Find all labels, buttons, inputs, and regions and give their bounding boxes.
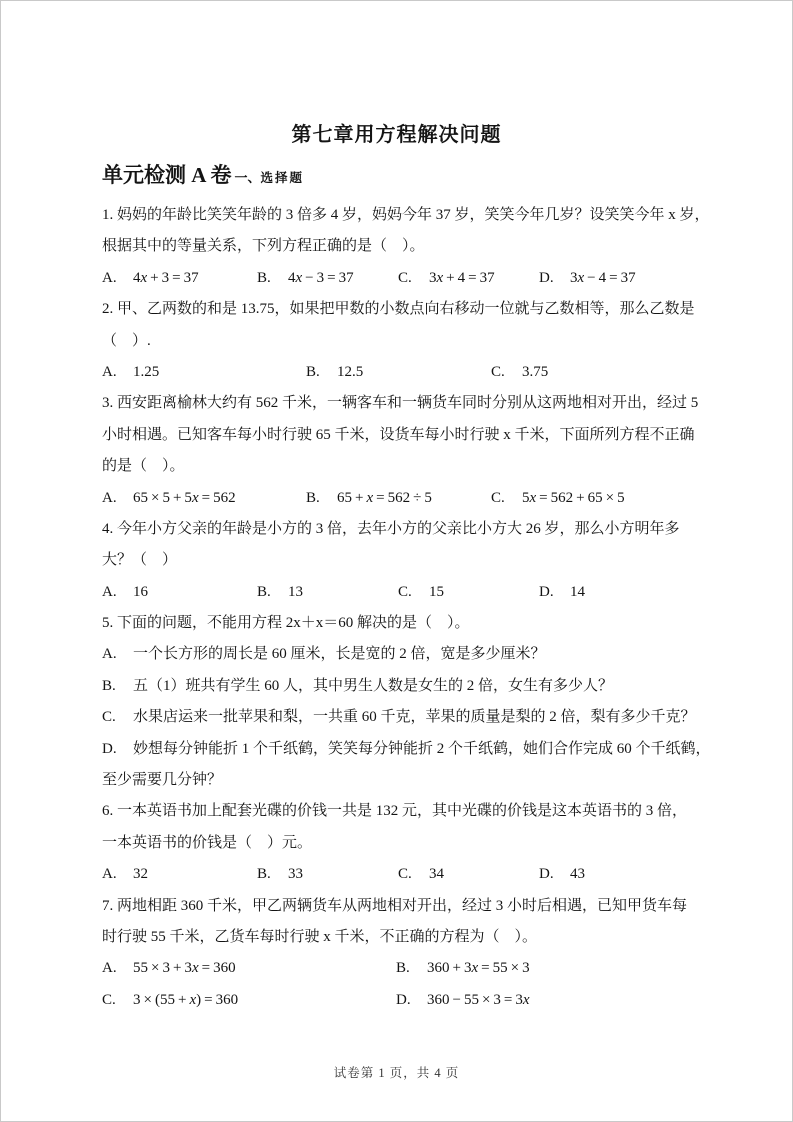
question-text-line: 4. 今年小方父亲的年龄是小方的 3 倍，去年小方的父亲比小方大 26 岁，那么小方明年多 [102,520,680,537]
options-row [102,953,702,984]
option-label: C. [398,866,412,883]
question-text-line: 一本英语书的价钱是（ ）元。 [102,834,313,851]
option-b [257,859,303,890]
question-2 [102,294,702,388]
option-label: B. [396,960,410,977]
option-text: 3x + 4 = 37 [429,269,495,286]
option-text: 3.75 [522,363,549,380]
subsection-number: 一、 [234,170,261,185]
option-c [102,702,702,733]
option-label: D. [539,269,554,286]
options-row [102,985,702,1016]
option-label: B. [257,583,271,600]
option-c [102,985,238,1016]
option-b [306,357,363,388]
question-7 [102,891,702,1017]
option-c [491,483,625,514]
option-a [102,357,159,388]
options-row [102,859,702,890]
page-footer: 试卷第 1 页，共 4 页 [333,1066,460,1080]
option-a [102,577,148,608]
option-label: A. [102,866,117,883]
options-row [102,577,702,608]
option-label: C. [102,709,116,726]
option-label: B. [102,677,116,694]
option-text: 4x − 3 = 37 [288,269,354,286]
option-text: 43 [570,866,585,883]
option-label: D. [539,583,554,600]
option-text: 13 [288,583,303,600]
question-6 [102,796,702,890]
question-text-line: 5. 下面的问题，不能用方程 2x＋x＝60 解决的是（ ）。 [102,615,470,632]
option-b [306,483,432,514]
section-heading-main: 单元检测 A 卷 [102,163,232,187]
page-title: 第七章用方程解决问题 [291,124,502,146]
option-text: 65 × 5 + 5x = 562 [133,489,236,506]
option-c [398,577,444,608]
option-label: C. [491,489,505,506]
option-text: 14 [570,583,585,600]
option-a [102,263,199,294]
option-text: 55 × 3 + 3x = 360 [133,960,236,977]
option-c [398,859,444,890]
question-text-line: （ ）. [102,332,151,349]
option-c [398,263,495,294]
option-label: B. [257,866,271,883]
option-text: 360 − 55 × 3 = 3x [427,991,530,1008]
option-label: D. [396,991,411,1008]
option-d [396,985,530,1016]
option-text: 5x = 562 + 65 × 5 [522,489,625,506]
option-text: 34 [429,866,444,883]
option-a [102,483,236,514]
questions-area [102,200,711,1016]
option-text: 水果店运来一批苹果和梨，一共重 60 千克，苹果的质量是梨的 2 倍，梨有多少千克？ [133,709,696,726]
option-label: A. [102,583,117,600]
question-text-line: 3. 西安距离榆林大约有 562 千米，一辆客车和一辆货车同时分别从这两地相对开出，经过 5 [102,395,699,412]
question-4 [102,514,702,608]
option-label: A. [102,269,117,286]
option-text: 32 [133,866,148,883]
option-c [491,357,548,388]
question-text-line: 1. 妈妈的年龄比笑笑年龄的 3 倍多 4 岁，妈妈今年 37 岁，笑笑今年几岁？设笑笑今年 x 岁， [102,207,710,223]
option-label: B. [306,489,320,506]
option-text: 1.25 [133,363,160,380]
question-text-line: 的是（ ）。 [102,458,185,475]
option-b [257,263,354,294]
options-row [102,357,702,388]
option-text: 33 [288,866,303,883]
option-a [102,639,702,670]
option-text: 65 + x = 562 ÷ 5 [337,489,432,506]
option-b [102,671,702,702]
option-a [102,953,236,984]
option-b [257,577,303,608]
option-text: 360 + 3x = 55 × 3 [427,960,530,977]
option-d [539,263,636,294]
option-label: C. [491,363,505,380]
question-text-line: 根据其中的等量关系，下列方程正确的是（ ）。 [102,238,425,255]
option-text: 3x − 4 = 37 [570,269,636,286]
option-a [102,859,148,890]
option-text: 妙想每分钟能折 1 个千纸鹤，笑笑每分钟能折 2 个千纸鹤，她们合作完成 60 个千纸鹤， [133,740,711,757]
options-row [102,263,702,294]
option-text: 16 [133,583,148,600]
option-b [396,953,530,984]
option-label: A. [102,363,117,380]
option-label: B. [306,363,320,380]
option-text: 一个长方形的周长是 60 厘米，长是宽的 2 倍，宽是多少厘米？ [133,646,546,663]
option-text: 4x + 3 = 37 [133,269,199,286]
option-text: 3 × (55 + x) = 360 [133,991,239,1008]
question-text-line: 2. 甲、乙两数的和是 13.75，如果把甲数的小数点向右移动一位就与乙数相等，那么乙数是 [102,301,695,318]
option-text: 12.5 [337,363,364,380]
question-3 [102,388,702,514]
section-heading [102,159,304,189]
option-label: C. [398,269,412,286]
question-text-line: 大？（ ） [102,552,178,569]
option-label: C. [398,583,412,600]
option-d-continued: 至少需要几分钟？ [102,772,223,789]
subsection-label: 选择题 [260,171,305,185]
option-d [539,859,585,890]
option-label: A. [102,646,117,663]
question-text-line: 7. 两地相距 360 千米，甲乙两辆货车从两地相对开出，经过 3 小时后相遇，已知甲货车每 [102,897,688,914]
question-5 [102,608,711,796]
option-label: C. [102,991,116,1008]
option-text: 15 [429,583,444,600]
option-label: A. [102,489,117,506]
option-d [102,734,711,765]
option-label: B. [257,269,271,286]
question-1 [102,200,710,294]
question-text-line: 时行驶 55 千米，乙货车每时行驶 x 千米，不正确的方程为（ ）。 [102,928,538,945]
option-text: 五（1）班共有学生 60 人，其中男生人数是女生的 2 倍，女生有多少人？ [133,677,614,694]
option-label: D. [539,866,554,883]
question-text-line: 6. 一本英语书加上配套光碟的价钱一共是 132 元，其中光碟的价钱是这本英语书的 3 倍， [102,803,688,820]
option-label: D. [102,740,117,757]
option-label: A. [102,960,117,977]
question-text-line: 小时相遇。已知客车每小时行驶 65 千米，设货车每小时行驶 x 千米，下面所列方程不正确 [102,426,695,443]
options-row [102,483,702,514]
option-d [539,577,585,608]
